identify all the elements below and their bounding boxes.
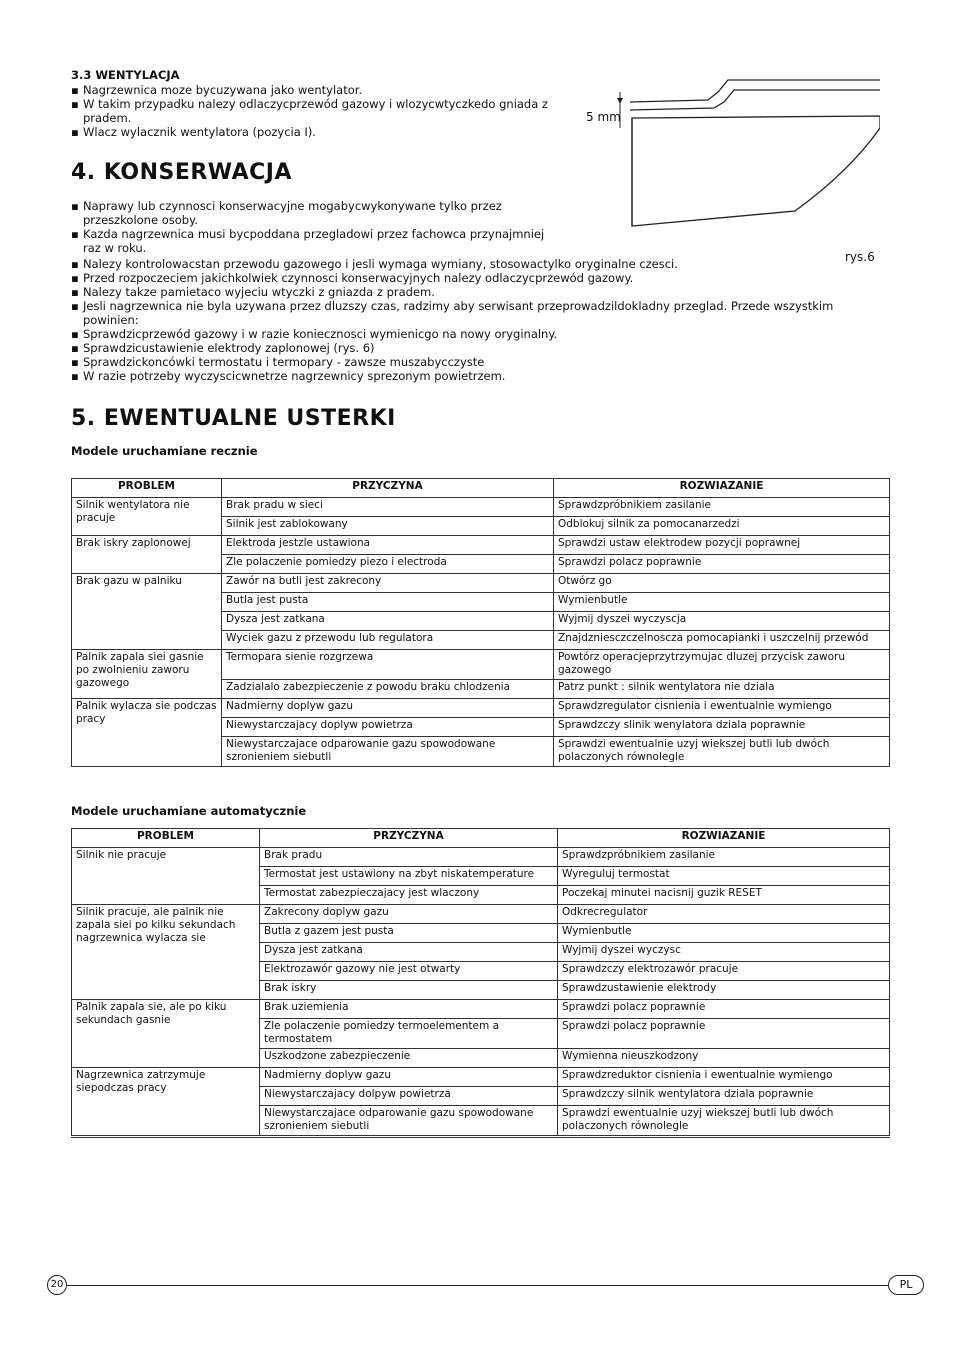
solution-cell: Sprawdzi ewentualnie uzyj wiekszej butli lub dwóch polaczonych równolegle xyxy=(554,737,890,767)
solution-cell: Patrz punkt : silnik wentylatora nie dziala xyxy=(554,680,890,699)
cause-cell: Brak uziemienia xyxy=(260,1000,558,1019)
solution-cell: Sprawdzczy elektrozawór pracuje xyxy=(558,962,890,981)
solution-cell: Sprawdzi ustaw elektrodew pozycji poprawnej xyxy=(554,536,890,555)
solution-cell: Sprawdzczy slinik wenylatora dziala poprawnie xyxy=(554,718,890,737)
problem-cell: Palnik wylacza sie podczas pracy xyxy=(72,699,222,767)
header-problem: PROBLEM xyxy=(72,479,222,498)
section-3-3-title: 3.3 WENTYLACJA xyxy=(71,68,180,82)
cause-cell: Elektroda jestzle ustawiona xyxy=(222,536,554,555)
table-row xyxy=(72,848,890,867)
manual-troubleshooting-table xyxy=(71,478,890,767)
problem-cell: Silnik wentylatora nie pracuje xyxy=(72,498,222,536)
table-row xyxy=(72,574,890,593)
cause-cell: Niewystarczajacy doplyw powietrza xyxy=(222,718,554,737)
table-row xyxy=(72,905,890,924)
solution-cell: Sprawdzi polacz poprawnie xyxy=(558,1019,890,1049)
problem-cell: Silnik nie pracuje xyxy=(72,848,260,905)
section-4-list-b xyxy=(71,257,871,383)
list-item: ▪ Jesli nagrzewnica nie byla uzywana przez dluzszy czas, radzimy aby serwisant przeprowadzildokladny przeglad. Przede wszystkim powinien: xyxy=(71,299,871,327)
list-item: ▪ Przed rozpoczeciem jakichkolwiek czynnosci konserwacyjnych nalezy odlaczycprzewód gazowy. xyxy=(71,271,871,285)
header-cause: PRZYCZYNA xyxy=(260,829,558,848)
cause-cell: Niewystarczajace odparowanie gazu spowodowane szronieniem siebutli xyxy=(222,737,554,767)
solution-cell: Sprawdzpróbnikiem zasilanie xyxy=(558,848,890,867)
solution-cell: Odkrecregulator xyxy=(558,905,890,924)
table-row xyxy=(72,1000,890,1019)
cause-cell: Wyciek gazu z przewodu lub regulatora xyxy=(222,631,554,650)
solution-cell: Znajdzniesczczelnoscza pomocapianki i uszczelnij przewód xyxy=(554,631,890,650)
header-problem: PROBLEM xyxy=(72,829,260,848)
electrode-diagram xyxy=(580,76,880,236)
cause-cell: Butla jest pusta xyxy=(222,593,554,612)
cause-cell: Niewystarczajace odparowanie gazu spowodowane szronieniem siebutli xyxy=(260,1106,558,1137)
cause-cell: Nadmierny doplyw gazu xyxy=(260,1068,558,1087)
manual-models-subtitle: Modele uruchamiane recznie xyxy=(71,444,258,458)
list-item: ▪ W razie potrzeby wyczyscicwnetrze nagrzewnicy sprezonym powietrzem. xyxy=(71,369,871,383)
electrode-figure xyxy=(580,76,880,236)
cause-cell: Zle polaczenie pomiedzy piezo i electroda xyxy=(222,555,554,574)
cause-cell: Dysza jest zatkana xyxy=(222,612,554,631)
problem-cell: Nagrzewnica zatrzymuje siepodczas pracy xyxy=(72,1068,260,1137)
solution-cell: Sprawdzi ewentualnie uzyj wiekszej butli lub dwóch polaczonych równolegle xyxy=(558,1106,890,1137)
cause-cell: Zadzialalo zabezpieczenie z powodu braku chlodzenia xyxy=(222,680,554,699)
cause-cell: Niewystarczajacy dolpyw powietrza xyxy=(260,1087,558,1106)
cause-cell: Zawór na butli jest zakrecony xyxy=(222,574,554,593)
list-item: ▪ Nalezy takze pamietaco wyjeciu wtyczki z gniazda z pradem. xyxy=(71,285,871,299)
header-cause: PRZYCZYNA xyxy=(222,479,554,498)
problem-cell: Silnik pracuje, ale palnik nie zapala siei po kilku sekundach nagrzewnica wylacza sie xyxy=(72,905,260,1000)
language-badge: PL xyxy=(888,1275,924,1295)
solution-cell: Sprawdzregulator cisnienia i ewentualnie wymiengo xyxy=(554,699,890,718)
figure-caption: rys.6 xyxy=(845,250,875,264)
page-number: 20 xyxy=(47,1275,67,1295)
solution-cell: Sprawdzi polacz poprawnie xyxy=(558,1000,890,1019)
problem-cell: Brak gazu w palniku xyxy=(72,574,222,650)
footer-rule xyxy=(66,1285,888,1286)
cause-cell: Nadmierny doplyw gazu xyxy=(222,699,554,718)
solution-cell: Wyjmij dyszei wyczyscja xyxy=(554,612,890,631)
cause-cell: Uszkodzone zabezpieczenie xyxy=(260,1049,558,1068)
list-item: ▪ Nalezy kontrolowacstan przewodu gazowego i jesli wymaga wymiany, stosowactylko oryginalne czesci. xyxy=(71,257,871,271)
section-5-title: 5. EWENTUALNE USTERKI xyxy=(71,406,396,431)
solution-cell: Wymienbutle xyxy=(554,593,890,612)
table-row xyxy=(72,699,890,718)
solution-cell: Wymienbutle xyxy=(558,924,890,943)
cause-cell: Termostat zabezpieczajacy jest wlaczony xyxy=(260,886,558,905)
problem-cell: Palnik zapala sie, ale po kiku sekundach gasnie xyxy=(72,1000,260,1068)
cause-cell: Silnik jest zablokowany xyxy=(222,517,554,536)
problem-cell: Palnik zapala siei gasnie po zwolnieniu zaworu gazowego xyxy=(72,650,222,699)
solution-cell: Sprawdzreduktor cisnienia i ewentualnie wymiengo xyxy=(558,1068,890,1087)
cause-cell: Brak pradu xyxy=(260,848,558,867)
solution-cell: Poczekaj minutei nacisnij guzik RESET xyxy=(558,886,890,905)
solution-cell: Sprawdzustawienie elektrody xyxy=(558,981,890,1000)
list-item: ▪ Sprawdzicprzewód gazowy i w razie koniecznosci wymienicgo na nowy oryginalny. xyxy=(71,327,871,341)
list-item: ▪ Sprawdzicustawienie elektrody zaplonowej (rys. 6) xyxy=(71,341,871,355)
table-header-row xyxy=(72,479,890,498)
table-row xyxy=(72,536,890,555)
solution-cell: Powtórz operacjeprzytrzymujac dluzej przycisk zaworu gazowego xyxy=(554,650,890,680)
solution-cell: Otwórz go xyxy=(554,574,890,593)
solution-cell: Odblokuj silnik za pomocanarzedzi xyxy=(554,517,890,536)
auto-troubleshooting-table xyxy=(71,828,890,1138)
table-row xyxy=(72,1068,890,1087)
problem-cell: Brak iskry zaplonowej xyxy=(72,536,222,574)
cause-cell: Dysza jest zatkana xyxy=(260,943,558,962)
cause-cell: Zakrecony doplyw gazu xyxy=(260,905,558,924)
table-row xyxy=(72,650,890,680)
cause-cell: Butla z gazem jest pusta xyxy=(260,924,558,943)
section-4-list-a xyxy=(71,199,551,255)
solution-cell: Wymienna nieuszkodzony xyxy=(558,1049,890,1068)
list-item: ▪ Sprawdzickoncówki termostatu i termopary - zawsze muszabycczyste xyxy=(71,355,871,369)
dimension-label: 5 mm xyxy=(586,110,621,124)
table-header-row xyxy=(72,829,890,848)
section-3-3-list xyxy=(71,83,551,139)
list-item: ▪ Naprawy lub czynnosci konserwacyjne mogabycwykonywane tylko przez przeszkolone osoby. xyxy=(71,199,551,227)
solution-cell: Wyreguluj termostat xyxy=(558,867,890,886)
cause-cell: Brak iskry xyxy=(260,981,558,1000)
cause-cell: Termostat jest ustawiony na zbyt niskatemperature xyxy=(260,867,558,886)
solution-cell: Sprawdzpróbnikiem zasilanie xyxy=(554,498,890,517)
solution-cell: Wyjmij dyszei wyczysc xyxy=(558,943,890,962)
header-solution: ROZWIAZANIE xyxy=(554,479,890,498)
section-4-title: 4. KONSERWACJA xyxy=(71,160,292,185)
cause-cell: Zle polaczenie pomiedzy termoelementem a termostatem xyxy=(260,1019,558,1049)
list-item: ▪ Kazda nagrzewnica musi bycpoddana przegladowi przez fachowca przynajmniej raz w roku. xyxy=(71,227,551,255)
cause-cell: Elektrozawór gazowy nie jest otwarty xyxy=(260,962,558,981)
solution-cell: Sprawdzczy silnik wentylatora dziala poprawnie xyxy=(558,1087,890,1106)
header-solution: ROZWIAZANIE xyxy=(558,829,890,848)
list-item: ▪ W takim przypadku nalezy odlaczycprzewód gazowy i wlozycwtyczkedo gniada z pradem. xyxy=(71,97,551,125)
list-item: ▪ Nagrzewnica moze bycuzywana jako wentylator. xyxy=(71,83,551,97)
list-item: ▪ Wlacz wylacznik wentylatora (pozycia I). xyxy=(71,125,551,139)
cause-cell: Termopara sienie rozgrzewa xyxy=(222,650,554,680)
solution-cell: Sprawdzi polacz poprawnie xyxy=(554,555,890,574)
auto-models-subtitle: Modele uruchamiane automatycznie xyxy=(71,804,307,818)
cause-cell: Brak pradu w sieci xyxy=(222,498,554,517)
table-row xyxy=(72,498,890,517)
